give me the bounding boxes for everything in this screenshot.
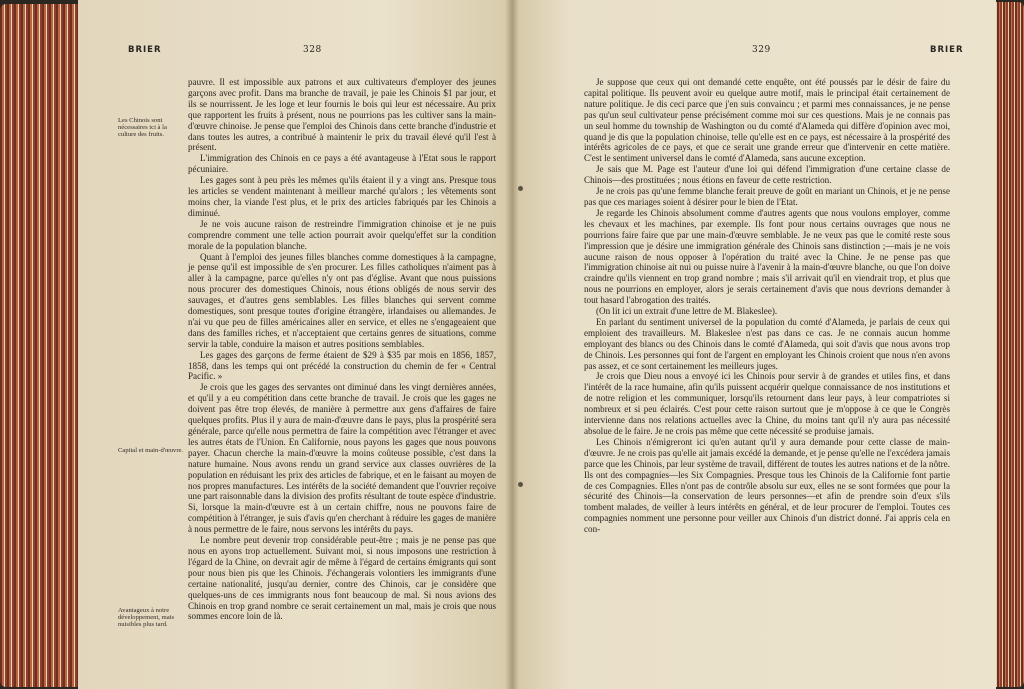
page-edges-left: [0, 4, 88, 687]
paragraph: Je ne vois aucune raison de restreindre l'immigration chinoise et je ne puis comprendre comment une telle action pourrait avoir quelqu'effet sur la condition morale de la population blanche.: [188, 218, 496, 251]
paragraph: Les gages sont à peu près les mêmes qu'ils étaient il y a vingt ans. Presque tous les articles se vendent maintenant à meilleur marché qu'alors ; les vêtements sont moins cher, la viande l'est plus, et le prix des articles fabriqués par les Chinois a diminué.: [188, 175, 496, 218]
margin-note-development: Avantageux à notre développement, mais nuisibles plus tard.: [118, 607, 175, 628]
paragraph: pauvre. Il est impossible aux patrons et aux cultivateurs d'employer des jeunes garçons avec profit. Dans ma branche de travail, je paie les Chinois $1 par jour, et ils se nourrissent. Je les loge et leur fournis le bois qui leur est nécessaire. Au prix que rapportent les fruits à présent, nous ne pourrions pas les cultiver sans la main-d'œuvre chinoise. Je pense que l'emploi des Chinois dans cette branche d'industrie et dans toutes les autres, a contribué à maintenir le prix du travail élevé qu'il l'est à présent.: [188, 77, 496, 153]
margin-note-capital: Capital et main-d'œuvre.: [118, 447, 184, 454]
left-body-text: [188, 77, 496, 622]
paragraph: Les gages des garçons de ferme étaient de $29 à $35 par mois en 1856, 1857, 1858, dans les temps qui ont précédé la construction du chemin de fer « Central Pacific. »: [188, 349, 496, 382]
right-running-head: BRIER: [930, 45, 964, 55]
paragraph: Je crois que les gages des servantes ont diminué dans les vingt dernières années, et qu'il y a eu compétition dans cette branche de travail. Je crois que les gages ne doivent pas être trop élevés, de manière à permettre aux gens d'affaires de faire quelques profits. Plus il y aura de main-d'œuvre dans le pays, plus la prospérité sera générale, parce qu'elle nous permettra de faire la compétition avec l'étranger et avec les autres états de l'Union. En Californie, nous payons les gages que nous pouvons payer. Chacun cherche la main-d'œuvre la moins coûteuse possible, c'est dans la nature humaine. Nous avons rendu un grand service aux classes ouvrières de la population en réduisant les prix des articles de fabrique, et en le faisant au moyen de nos propres manufactures. Les intérêts de la société demandent que l'ouvrier reçoive une part raisonnable dans la division des profits résultant de toute espèce d'industrie. Si, lorsque la main-d'œuvre est à un certain chiffre, nous ne pouvons faire de compétition à l'étranger, je suis d'avis qu'en cherchant à réduire les gages de manière à nous permettre de le faire, nous servons les intérêts du pays.: [188, 382, 496, 535]
right-page-number: 329: [752, 45, 771, 55]
left-page-number: 328: [303, 45, 322, 55]
paragraph: Je ne crois pas qu'une femme blanche ferait preuve de goût en mariant un Chinois, et je ne pense pas que ces mariages soient à désirer pour le bien de l'Etat.: [584, 186, 950, 207]
right-page: [512, 0, 996, 689]
paragraph: (On lit ici un extrait d'une lettre de M. Blakeslee).: [596, 306, 778, 317]
paragraph: Je regarde les Chinois absolument comme d'autres agents que nous voulons employer, comme les chevaux et les machines, par exemple. Ils font pour nous certains ouvrages que nous ne pourrions faire faire que par une main-d'œuvre semblable. Je ne veux pas que le comité reste sous l'impression que je désire une immigration générale des Chinois sans distinction ;—mais je ne vois aucune raison de nous opposer à l'opération du traité avec la Chine. Je ne pense pas que l'immigration chinoise ait nui ou puisse nuire à l'avenir à la main-d'œuvre blanche, ou que l'on doive craindre qu'ils viennent en trop grand nombre ; mais s'il arrivait qu'il en viendrait trop, et plus que nous ne pourrions en employer, alors je serais certainement d'avis que nous devrions demander à tout hasard l'abrogation des traités.: [584, 207, 950, 306]
left-running-head: BRIER: [128, 45, 162, 55]
paragraph: En parlant du sentiment universel de la population du comté d'Alameda, je parlais de ceux qui emploient des travailleurs. M. Blakeslee n'est pas dans ce cas. Je ne connais aucun homme employant des blancs ou des Chinois dans le comté d'Alameda, qui soit d'avis que nous avons trop de Chinois. Les personnes qui font de l'argent en employant les Chinois croient que nous n'en avons pas assez, et ce sont certainement les meilleurs juges.: [584, 316, 950, 371]
paragraph: Je crois que Dieu nous a envoyé ici les Chinois pour servir à de grandes et utiles fins, et dans l'intérêt de la race humaine, afin qu'ils puissent acquérir quelque connaissance de nos institutions et de notre religion et les communiquer, lorsqu'ils retournent dans leur pays, à leur compatriotes si nombreux et si peu éclairés. C'est pour cette raison surtout que je m'oppose à ce que le Congrès intervienne dans nos relations actuelles avec la Chine, du moins tant qu'il n'y aura pas nécessité absolue de le faire. Je ne crois pas même que cette nécessité se produise jamais.: [584, 371, 950, 436]
left-page: [78, 0, 512, 689]
page-edges-right: [994, 2, 1024, 687]
margin-note-fruits: Les Chinois sont nécessaires ici à la culture des fruits.: [118, 117, 167, 138]
right-body-text: [584, 77, 950, 535]
paragraph: Je sais que M. Page est l'auteur d'une loi qui défend l'immigration d'une certaine classe de Chinois—des prostituées ; nous étions en faveur de cette restriction.: [584, 164, 950, 186]
paragraph: Quant à l'emploi des jeunes filles blanches comme domestiques à la campagne, je pense qu'il est impossible de s'en procurer. Les filles catholiques n'aiment pas à aller à la campagne, parce qu'elles n'y ont pas d'église. Avant que nous puissions nous procurer des domestiques Chinois, nous étions obligés de nous servir des sauvages, et d'autres gens semblables. Les filles blanches qui servent comme domestiques, sont presque toutes d'origine étrangère, irlandaises ou allemandes. Je n'ai vu que peu de filles américaines aller en service, et elles ne s'engageaient que dans des familles riches, et n'acceptaient que certains genres de situations, comme servir la table, conduire la maison et autres positions semblables.: [188, 251, 496, 349]
paragraph: Le nombre peut devenir trop considérable peut-être ; mais je ne pense pas que nous en ayons trop actuellement. Suivant moi, si nous imposons une restriction à l'égard de la Chine, on devrait agir de même à l'égard de certains émigrants qui sont pour nous bien pis que les Chinois. J'échangerais volontiers les immigrants d'une certaine nationalité, jusqu'au dernier, contre des Chinois, car je considère que quelques-uns de ces immigrants nous font beaucoup de mal. Si nous avions des Chinois en trop grand nombre ce serait certainement un mal, mais je crois que nous sommes encore loin de là.: [188, 535, 496, 622]
paragraph: Les Chinois n'émigreront ici qu'en autant qu'il y aura demande pour cette classe de main-d'œuvre. Je ne crois pas qu'elle ait jamais excédé la demande, et je pense qu'elle ne l'excédera jamais parce que les Chinois, par leur système de travail, différent de toutes les autres nations et de la nôtre. Ils ont des compagnies—les Six Compagnies. Presque tous les Chinois de la Californie font partie de ces Compagnies. Elles n'ont pas de contrôle absolu sur eux, elles ne se sont formées que pour la sécurité des Chinois—la conservation de leurs personnes—et afin de prendre soin d'eux s'ils tombent malades, de veiller à leurs intérêts en général, et de leur procurer de l'emploi. Toutes ces compagnies nomment une personne pour veiller aux Chinois d'un district donné. J'ai appris cela en con-: [584, 436, 950, 535]
paragraph: L'immigration des Chinois en ce pays a été avantageuse à l'Etat sous le rapport pécuniaire.: [188, 153, 496, 175]
paragraph: Je suppose que ceux qui ont demandé cette enquête, ont été poussés par le désir de faire du capital politique. Ils peuvent avoir eu quelque autre motif, mais le principal était certainement de nature politique. Je dis ceci parce que j'en suis convaincu ; et parmi mes connaissances, je ne pense pas qu'un seul cultivateur pense précisément comme moi sur ces questions. Mais je ne connais pas un seul homme du township de Washington ou du comté d'Alameda qui diffère d'opinion avec moi, quand je dis que la population chinoise, telle qu'elle est en ce pays, est nécessaire à la prospérité des intérêts agricoles de ce pays, et que ce serait une grande erreur que d'intervenir en cette matière. C'est le sentiment universel dans le comté d'Alameda, sans aucune exception.: [584, 77, 950, 164]
book-gutter: [505, 0, 519, 689]
